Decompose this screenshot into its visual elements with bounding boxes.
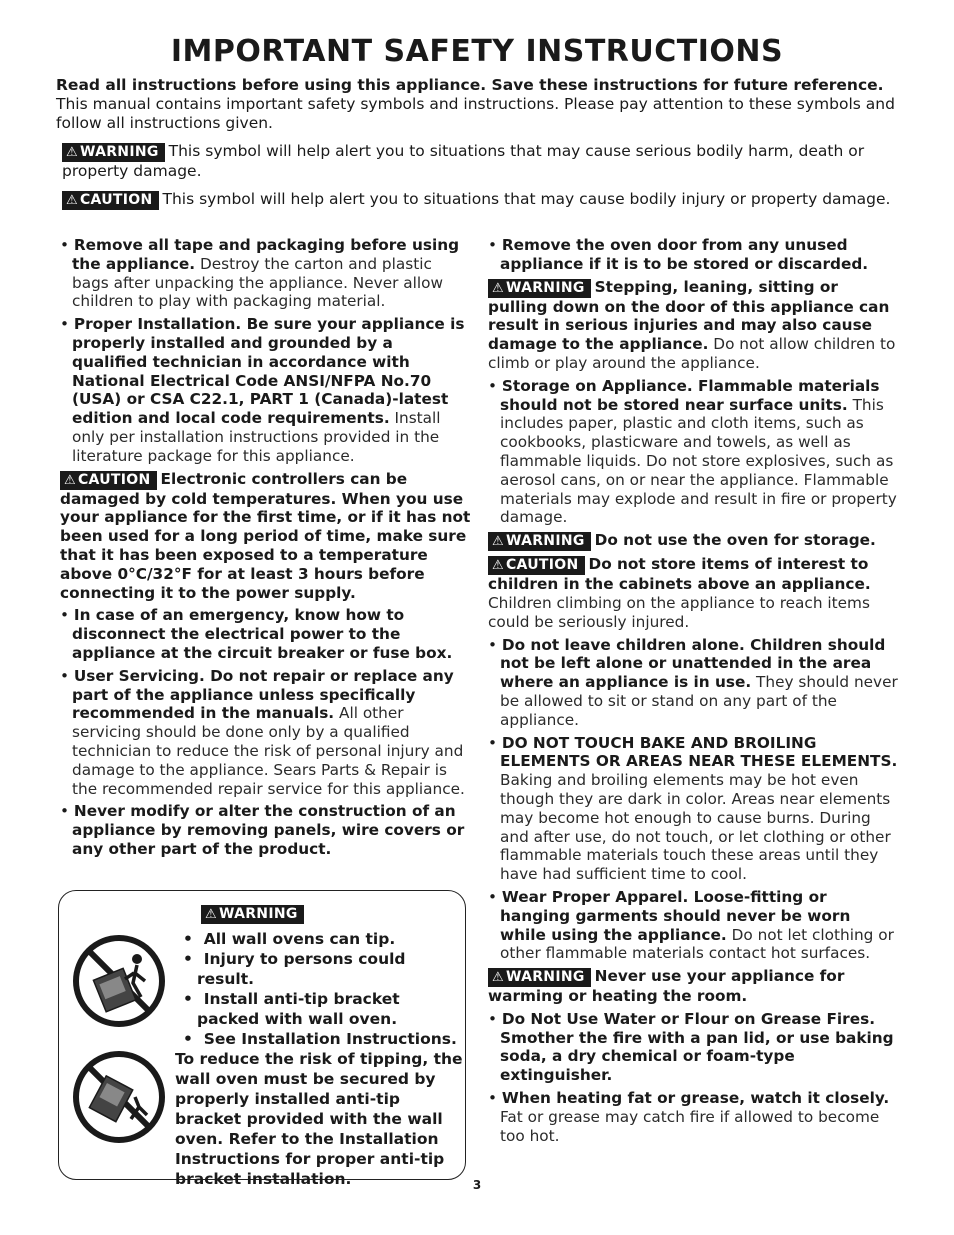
warning-triangle-icon: ⚠	[64, 472, 76, 488]
list-item: • Proper Installation. Be sure your appliance is properly installed and grounded by a qualified technician in accordance with National Electrical Code ANSI/NFPA No.70 (USA) or CSA C22.1, PART 1 (Canada)-latest edition and local code requirements. Install only per installation instructions provided in the literature package for this appliance.	[60, 315, 465, 465]
anti-tip-warning-box	[58, 890, 466, 1188]
caution-paragraph	[60, 470, 472, 603]
item-bold: User Servicing. Do not repair or replace any part of the appliance unless specifically recommended in the manuals.	[72, 666, 454, 723]
left-column	[60, 236, 472, 863]
caution-text: Do not store items of interest to children in the cabinets above an appliance.	[488, 555, 871, 594]
item-bold: Wear Proper Apparel. Loose-fitting or hanging garments should never be worn while using the appliance.	[500, 887, 851, 944]
caution-badge	[62, 191, 159, 210]
list-item: • Never modify or alter the construction of an appliance by removing panels, wire covers or any other part of the product.	[60, 802, 465, 858]
warning-text: Stepping, leaning, sitting or pulling down on the door of this appliance can result in serious injuries and may also cause damage to the appliance.	[488, 277, 890, 354]
warning-badge-label: WARNING	[505, 533, 585, 550]
caution-symbol-explanation	[62, 190, 902, 210]
list-item: • Wear Proper Apparel. Loose-fitting or hanging garments should never be worn while using the appliance. Do not let clothing or other flammable materials contact hot surfaces.	[488, 887, 894, 963]
warning-triangle-icon: ⚠	[492, 558, 504, 574]
item-bold: Never modify or alter the construction of an appliance by removing panels, wire covers or any other part of the product.	[72, 802, 465, 858]
list-item: • DO NOT TOUCH BAKE AND BROILING ELEMENTS OR AREAS NEAR THESE ELEMENTS. Baking and broiling elements may be hot even though they are dark in color. Areas near elements may become hot enough to cause burns. During and after use, do not touch, or let clothing or other flammable materials touch these areas until they have had sufficient time to cool.	[488, 733, 898, 884]
caution-badge-label: CAUTION	[79, 192, 153, 208]
caution-badge-label: CAUTION	[505, 557, 579, 574]
list-item: • Remove the oven door from any unused appliance if it is to be stored or discarded.	[488, 236, 869, 273]
list-item: • When heating fat or grease, watch it closely. Fat or grease may catch fire if allowed to become too hot.	[488, 1089, 890, 1145]
warning-detail: Do not allow children to climb or play around the appliance.	[488, 335, 896, 372]
item-bold: Remove the oven door from any unused appliance if it is to be stored or discarded.	[500, 236, 869, 273]
warning-symbol-explanation	[62, 142, 902, 181]
intro-text: This manual contains important safety symbols and instructions. Please pay attention to these symbols and follow all instructions given.	[56, 95, 895, 132]
item-text: They should never be allowed to sit or stand on any part of the appliance.	[500, 673, 898, 729]
list-item: • User Servicing. Do not repair or replace any part of the appliance unless specifically recommended in the manuals. All other servicing should be done only by a qualified technician to reduce the risk of personal injury and damage to the appliance. Sears Parts & Repair is the recommended repair service for this appliance.	[60, 666, 465, 798]
list-item: • Injury to persons could result.	[183, 950, 406, 988]
item-text: Destroy the carton and plastic bags after unpacking the appliance. Never allow children to play with packaging material.	[72, 254, 444, 311]
item-text: Baking and broiling elements may be hot even though they are dark in color. Areas near elements may become hot enough to cause burns. During and after use, do not touch, or let clothing or other flammable materials touch these areas until they have had sufficient time to cool.	[500, 771, 891, 884]
item-text: All other servicing should be done only by a qualified technician to reduce the risk of personal injury and damage to the appliance. Sears Parts & Repair is the recommended repair service for this appliance.	[72, 704, 465, 798]
warning-badge	[488, 532, 591, 551]
oven-tip-prohibition-icon	[71, 1049, 167, 1145]
item-text: All wall ovens can tip.	[203, 930, 396, 948]
warning-badge-label: WARNING	[505, 969, 585, 986]
item-bold: Proper Installation. Be sure your appliance is properly installed and grounded by a qualified technician in accordance with National Electrical Code ANSI/NFPA No.70 (USA) or CSA C22.1, PART 1 (Canada)-latest edition and local code requirements.	[72, 315, 465, 428]
warning-badge	[201, 905, 304, 924]
list-item: • In case of an emergency, know how to disconnect the electrical power to the appliance at the circuit breaker or fuse box.	[60, 606, 453, 662]
list-item: • Storage on Appliance. Flammable materials should not be stored near surface units. This includes paper, plastic and cloth items, such as cookbooks, plasticware and towels, as well as flammable liquids. Do not store explosives, such as aerosol cans, on or near the appliance. Flammable materials may explode and result in fire or property damage.	[488, 376, 897, 527]
item-bold: Do not leave children alone. Children should not be left alone or unattended in the area where an appliance is in use.	[500, 635, 886, 692]
item-bold: Storage on Appliance. Flammable materials should not be stored near surface units.	[500, 376, 880, 414]
warning-text: Do not use the oven for storage.	[594, 531, 876, 550]
item-text: Install only per installation instructions provided in the literature package for this appliance.	[72, 409, 441, 465]
page-title: IMPORTANT SAFETY INSTRUCTIONS	[170, 34, 784, 69]
warning-paragraph	[488, 531, 900, 551]
caution-text: Electronic controllers can be damaged by cold temperatures. When you use your appliance for the first time, or if it has not been used for a long period of time, make sure that it has been exposed to a temperature above 0°C/32°F for at least 3 hours before connecting it to the power supply.	[60, 469, 471, 602]
list-item: • See Installation Instructions.	[183, 1030, 457, 1048]
item-text: Do not let clothing or other flammable materials contact hot surfaces.	[500, 925, 894, 963]
warning-triangle-icon: ⚠	[66, 193, 78, 208]
list-item: • Remove all tape and packaging before using the appliance. Destroy the carton and plastic bags after unpacking the appliance. Never allow children to play with packaging material.	[60, 236, 460, 311]
intro	[56, 76, 906, 133]
caution-badge-label: CAUTION	[77, 471, 151, 488]
item-bold: DO NOT TOUCH BAKE AND BROILING ELEMENTS OR AREAS NEAR THESE ELEMENTS.	[500, 733, 898, 771]
warning-badge	[62, 143, 165, 162]
item-text: Fat or grease may catch fire if allowed to become too hot.	[500, 1107, 880, 1145]
warning-paragraph	[488, 278, 900, 373]
caution-badge	[60, 471, 157, 490]
oven-tip-prohibition-icon	[71, 933, 167, 1029]
item-bold: Remove all tape and packaging before using the appliance.	[72, 236, 460, 273]
list-item: • Do Not Use Water or Flour on Grease Fires. Smother the fire with a pan lid, or use baking soda, a dry chemical or foam-type extinguisher.	[488, 1009, 894, 1085]
item-text: Injury to persons could result.	[197, 950, 406, 988]
item-text: See Installation Instructions.	[203, 1030, 457, 1048]
caution-detail: Children climbing on the appliance to reach items could be seriously injured.	[488, 593, 870, 631]
warning-triangle-icon: ⚠	[492, 970, 504, 986]
item-bold: When heating fat or grease, watch it closely.	[501, 1089, 890, 1108]
list-item: • Do not leave children alone. Children should not be left alone or unattended in the area where an appliance is in use. They should never be allowed to sit or stand on any part of the appliance.	[488, 635, 898, 729]
item-bold: In case of an emergency, know how to disconnect the electrical power to the appliance at the circuit breaker or fuse box.	[72, 606, 453, 662]
page-number: 3	[472, 1178, 482, 1192]
caution-badge	[488, 556, 585, 575]
item-text: This includes paper, plastic and cloth items, such as cookbooks, plasticware and towels, as well as flammable liquids. Do not store explosives, such as aerosol cans, on or near the appliance. Flammable materials may explode and result in fire or property damage.	[500, 395, 897, 527]
warning-badge-label: WARNING	[505, 279, 585, 296]
warning-paragraph	[488, 967, 900, 1006]
warning-badge	[488, 279, 591, 298]
warning-badge-label: WARNING	[218, 906, 298, 922]
warning-symbol-text: This symbol will help alert you to situations that may cause serious bodily harm, death or property damage.	[62, 142, 865, 180]
caution-symbol-text: This symbol will help alert you to situations that may cause bodily injury or property damage.	[162, 190, 891, 208]
warning-badge	[488, 968, 591, 987]
anti-tip-instructions: To reduce the risk of tipping, the wall oven must be secured by properly installed anti-tip bracket provided with the wall oven. Refer to the Installation Instructions for proper anti-tip bracket installation.	[175, 1050, 463, 1188]
warning-triangle-icon: ⚠	[492, 280, 504, 296]
warning-badge-label: WARNING	[79, 144, 159, 160]
intro-lead: Read all instructions before using this appliance. Save these instructions for future reference.	[56, 76, 884, 94]
list-item: • All wall ovens can tip.	[183, 930, 396, 948]
item-text: Install anti-tip bracket packed with wall oven.	[197, 990, 400, 1028]
item-bold: Do Not Use Water or Flour on Grease Fires. Smother the fire with a pan lid, or use baking soda, a dry chemical or foam-type extinguisher.	[500, 1009, 894, 1085]
warning-triangle-icon: ⚠	[492, 534, 504, 550]
anti-tip-warning-list	[175, 929, 465, 1189]
warning-triangle-icon: ⚠	[66, 145, 78, 160]
list-item: • Install anti-tip bracket packed with wall oven.	[183, 990, 400, 1028]
warning-triangle-icon: ⚠	[205, 907, 217, 922]
warning-text: Never use your appliance for warming or heating the room.	[488, 967, 845, 1006]
caution-paragraph	[488, 555, 900, 631]
right-column	[488, 236, 900, 1149]
